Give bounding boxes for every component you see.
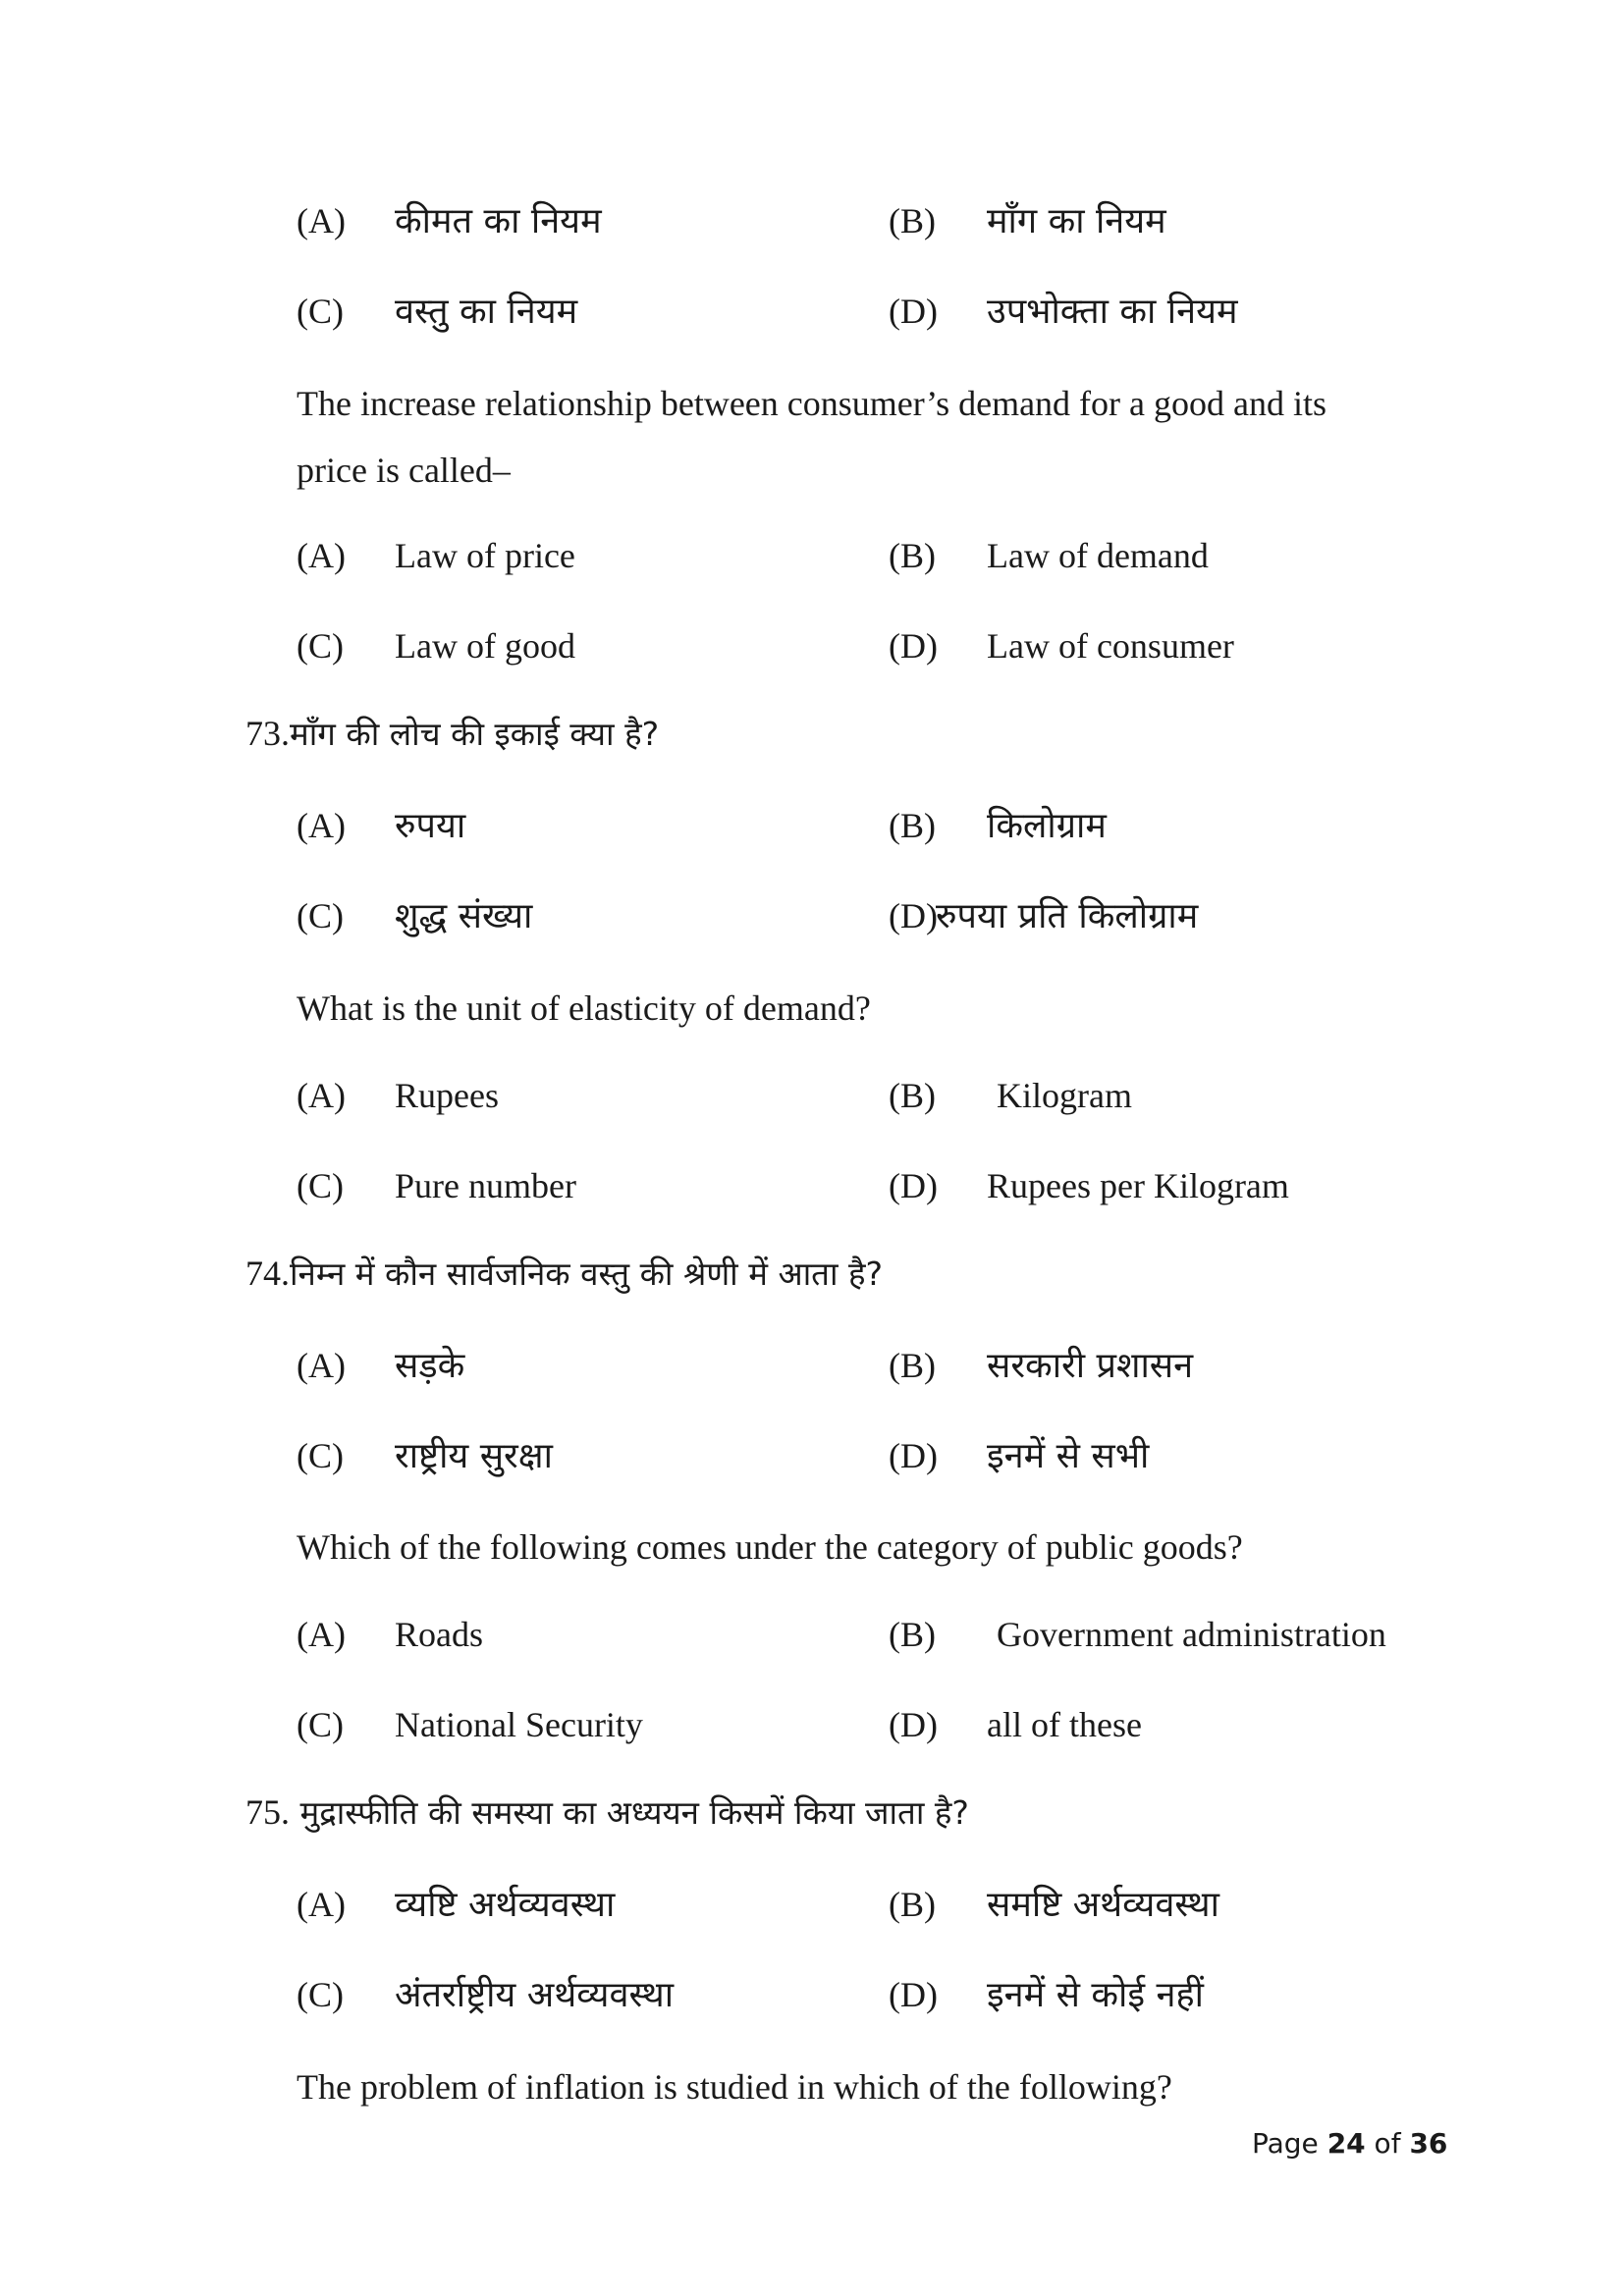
option-letter: (A) [297, 1076, 346, 1115]
option-text: all of these [987, 1705, 1142, 1744]
option-text: इनमें से सभी [987, 1436, 1150, 1476]
option-text: National Security [395, 1705, 643, 1744]
option-letter: (B) [889, 806, 936, 845]
question-hindi [245, 711, 659, 757]
option-letter: (C) [297, 1975, 344, 2014]
option-letter: (D) [889, 1975, 938, 2014]
option-letter: (D) [889, 292, 938, 331]
option-text: इनमें से कोई नहीं [987, 1975, 1204, 2015]
option-text: उपभोक्ता का नियम [987, 292, 1238, 332]
question-text-hindi: माँग की लोच की इकाई क्या है? [290, 715, 660, 753]
option-letter: (A) [297, 1346, 346, 1385]
question-number: 74. [245, 1254, 290, 1293]
option-text: Roads [395, 1615, 483, 1654]
option-letter: (D) [889, 626, 938, 666]
option-letter: (A) [297, 536, 346, 575]
option-letter: (B) [889, 1076, 936, 1115]
option-letter: (A) [297, 201, 346, 240]
option-letter: (B) [889, 536, 936, 575]
option-letter: (C) [297, 896, 344, 935]
option-text: Rupees per Kilogram [987, 1166, 1289, 1205]
option-letter: (D) [889, 1166, 938, 1205]
option-letter: (B) [889, 1885, 936, 1924]
option-text: समष्टि अर्थव्यवस्था [987, 1885, 1219, 1925]
option-text: Law of good [395, 626, 575, 666]
option-text: शुद्ध संख्या [395, 896, 533, 936]
option-letter: (C) [297, 1705, 344, 1744]
option-text: Government administration [997, 1615, 1386, 1654]
footer-prefix: Page [1252, 2127, 1327, 2160]
option-text: व्यष्टि अर्थव्यवस्था [395, 1885, 616, 1925]
question-text-english: What is the unit of elasticity of demand? [297, 988, 871, 1028]
question-text-hindi: मुद्रास्फीति की समस्या का अध्ययन किसमें किया जाता है? [290, 1793, 969, 1832]
option-text: Law of price [395, 536, 575, 575]
option-text: कीमत का नियम [395, 201, 602, 241]
option-letter: (B) [889, 1346, 936, 1385]
question-text-hindi: निम्न में कौन सार्वजनिक वस्तु की श्रेणी में आता है? [290, 1255, 884, 1293]
option-text: Law of demand [987, 536, 1209, 575]
option-letter: (D) [889, 1705, 938, 1744]
option-text: Pure number [395, 1166, 576, 1205]
option-letter: (A) [297, 1615, 346, 1654]
option-text: राष्ट्रीय सुरक्षा [395, 1436, 553, 1476]
option-letter: (B) [889, 1615, 936, 1654]
option-letter: (D) [889, 1436, 938, 1475]
question-number: 75. [245, 1792, 290, 1832]
option-letter: (C) [297, 292, 344, 331]
option-letter: (C) [297, 626, 344, 666]
question-hindi [245, 1251, 883, 1297]
option-text: Rupees [395, 1076, 499, 1115]
option-text: वस्तु का नियम [395, 292, 578, 332]
footer-middle: of [1365, 2127, 1410, 2160]
option-text: Law of consumer [987, 626, 1234, 666]
option-text: सरकारी प्रशासन [987, 1346, 1194, 1386]
option-text: अंतर्राष्ट्रीय अर्थव्यवस्था [395, 1975, 675, 2015]
question-text-english: price is called– [297, 451, 511, 490]
question-number: 73. [245, 714, 290, 753]
option-letter: (C) [297, 1436, 344, 1475]
page-footer [1252, 2126, 1447, 2162]
total-page-number: 36 [1409, 2127, 1448, 2160]
option-text: माँग का नियम [987, 201, 1166, 241]
option-text: रुपया प्रति किलोग्राम [936, 896, 1199, 936]
option-letter: (D) [889, 896, 938, 935]
option-letter: (B) [889, 201, 936, 240]
question-text-english: The problem of inflation is studied in which of the following? [297, 2067, 1172, 2107]
option-text: किलोग्राम [987, 806, 1107, 846]
question-text-english: The increase relationship between consumer’s demand for a good and its [297, 384, 1326, 423]
option-letter: (C) [297, 1166, 344, 1205]
current-page-number: 24 [1326, 2127, 1366, 2160]
option-text: सड़के [395, 1346, 465, 1386]
option-letter: (A) [297, 806, 346, 845]
question-text-english: Which of the following comes under the category of public goods? [297, 1527, 1243, 1567]
option-text: Kilogram [997, 1076, 1132, 1115]
option-letter: (A) [297, 1885, 346, 1924]
option-text: रुपया [395, 806, 466, 846]
question-hindi [245, 1789, 969, 1836]
